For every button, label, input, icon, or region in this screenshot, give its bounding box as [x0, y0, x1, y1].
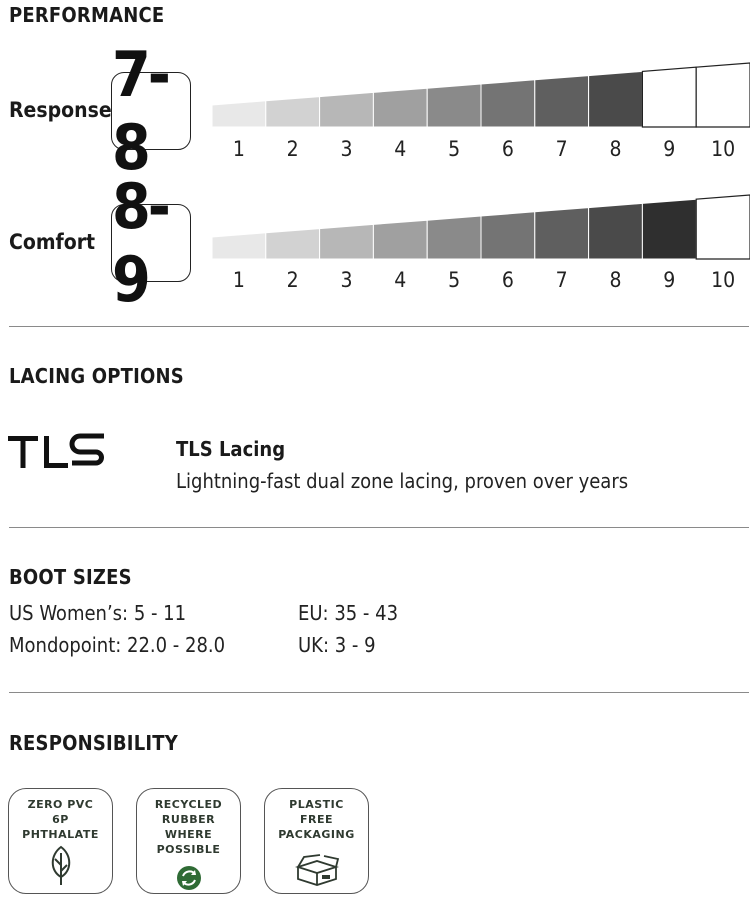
- scale-segment-8: [589, 71, 643, 127]
- size-mondopoint: Mondopoint: 22.0 - 28.0: [9, 633, 226, 657]
- comfort-score-box: [111, 170, 191, 316]
- scale-tick-label: 6: [501, 137, 514, 161]
- badge-text: RECYCLED RUBBER WHERE POSSIBLE: [154, 798, 223, 856]
- response-scale-ticks: [212, 137, 750, 163]
- scale-segment-9: [642, 67, 696, 127]
- responsibility-heading: RESPONSIBILITY: [9, 731, 178, 755]
- scale-segment-9: [642, 199, 696, 259]
- scale-tick-label: 2: [286, 268, 299, 292]
- scale-segment-4: [373, 88, 427, 127]
- scale-segment-2: [266, 97, 320, 127]
- scale-tick-label: 1: [232, 268, 245, 292]
- lacing-title: TLS Lacing: [176, 437, 286, 461]
- scale-segment-1: [212, 233, 266, 259]
- comfort-label: Comfort: [9, 230, 96, 254]
- lacing-description: Lightning-fast dual zone lacing, proven over years: [176, 469, 629, 493]
- scale-segment-3: [320, 92, 374, 127]
- response-score: 7-8: [112, 38, 168, 184]
- response-scale: [212, 62, 750, 128]
- badge-text: ZERO PVC 6P PHTHALATE: [22, 798, 99, 841]
- zero-pvc-badge: [8, 788, 113, 894]
- scale-tick-label: 4: [394, 268, 407, 292]
- scale-tick-label: 10: [711, 137, 736, 161]
- scale-segment-10: [696, 63, 750, 127]
- size-eu: EU: 35 - 43: [298, 601, 399, 625]
- response-label: Response: [9, 98, 112, 122]
- performance-heading: PERFORMANCE: [9, 3, 165, 27]
- recycled-rubber-badge: [136, 788, 241, 894]
- open-box-icon: [294, 853, 340, 887]
- scale-tick-label: 5: [448, 268, 461, 292]
- comfort-scale-graphic: [212, 194, 750, 260]
- scale-segment-1: [212, 101, 266, 127]
- divider: [9, 692, 749, 693]
- response-scale-graphic: [212, 62, 750, 128]
- scale-tick-label: 3: [340, 268, 353, 292]
- scale-tick-label: 2: [286, 137, 299, 161]
- size-uk: UK: 3 - 9: [298, 633, 376, 657]
- scale-tick-label: 5: [448, 137, 461, 161]
- scale-segment-5: [427, 84, 481, 127]
- comfort-scale-ticks: [212, 268, 750, 294]
- scale-segment-3: [320, 224, 374, 259]
- scale-segment-7: [535, 76, 589, 127]
- size-us-womens: US Women’s: 5 - 11: [9, 601, 187, 625]
- scale-tick-label: 9: [663, 137, 676, 161]
- divider: [9, 527, 749, 528]
- comfort-scale: [212, 194, 750, 260]
- lacing-heading: LACING OPTIONS: [9, 364, 184, 388]
- response-score-box: [111, 38, 191, 184]
- recycle-icon: [174, 863, 204, 893]
- scale-segment-5: [427, 216, 481, 259]
- comfort-score: 8-9: [112, 170, 168, 316]
- sizes-heading: BOOT SIZES: [9, 565, 132, 589]
- scale-segment-6: [481, 80, 535, 127]
- scale-tick-label: 3: [340, 137, 353, 161]
- scale-tick-label: 10: [711, 268, 736, 292]
- scale-tick-label: 7: [555, 268, 568, 292]
- scale-segment-7: [535, 208, 589, 259]
- scale-tick-label: 8: [609, 137, 622, 161]
- divider: [9, 326, 749, 327]
- plastic-free-badge: [264, 788, 369, 894]
- scale-tick-label: 9: [663, 268, 676, 292]
- scale-tick-label: 4: [394, 137, 407, 161]
- tls-logo: [8, 432, 108, 476]
- scale-segment-6: [481, 212, 535, 259]
- scale-segment-4: [373, 220, 427, 259]
- scale-tick-label: 8: [609, 268, 622, 292]
- scale-tick-label: 7: [555, 137, 568, 161]
- leaf-icon: [46, 845, 76, 885]
- badge-text: PLASTIC FREE PACKAGING: [278, 798, 355, 841]
- scale-segment-8: [589, 203, 643, 259]
- scale-segment-2: [266, 229, 320, 259]
- scale-tick-label: 6: [501, 268, 514, 292]
- scale-tick-label: 1: [232, 137, 245, 161]
- scale-segment-10: [696, 195, 750, 259]
